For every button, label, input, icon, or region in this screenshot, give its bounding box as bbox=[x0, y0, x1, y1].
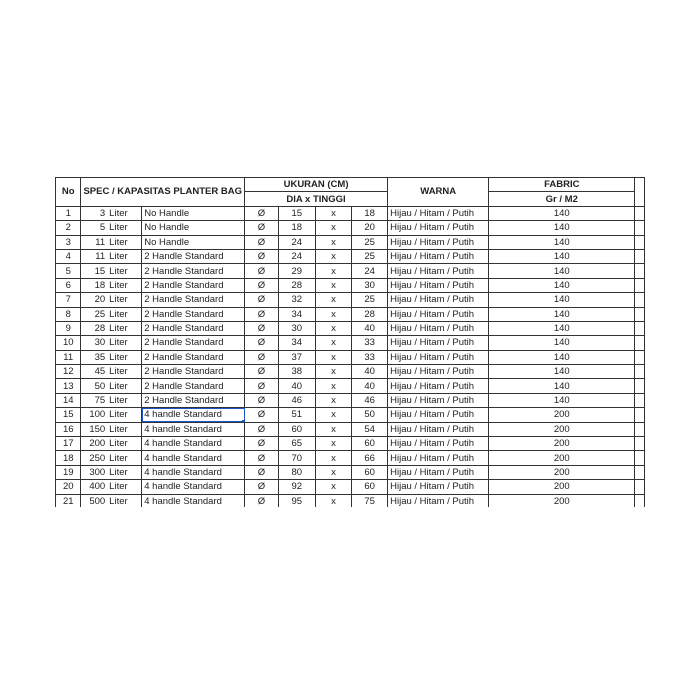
cell-x[interactable]: x bbox=[315, 365, 352, 379]
cell-unit[interactable]: Liter bbox=[107, 379, 142, 393]
cell-dia-sym[interactable]: Ø bbox=[245, 422, 279, 436]
cell-handle[interactable]: 2 Handle Standard bbox=[142, 365, 245, 379]
table-row bbox=[56, 293, 645, 307]
cell-extra[interactable] bbox=[635, 278, 645, 292]
cell-tinggi[interactable]: 40 bbox=[352, 365, 388, 379]
cell-x[interactable]: x bbox=[315, 408, 352, 422]
cell-extra[interactable] bbox=[635, 350, 645, 364]
cell-tinggi[interactable]: 33 bbox=[352, 350, 388, 364]
cell-dia-sym[interactable]: Ø bbox=[245, 465, 279, 479]
table-row bbox=[56, 465, 645, 479]
cell-gsm[interactable]: 200 bbox=[489, 451, 635, 465]
table-row bbox=[56, 235, 645, 249]
table-row bbox=[56, 451, 645, 465]
cell-cap[interactable]: 11 bbox=[81, 249, 107, 263]
cell-no[interactable]: 6 bbox=[56, 278, 81, 292]
cell-gsm[interactable]: 200 bbox=[489, 422, 635, 436]
cell-warna[interactable]: Hijau / Hitam / Putih bbox=[388, 206, 489, 220]
cell-warna[interactable]: Hijau / Hitam / Putih bbox=[388, 278, 489, 292]
cell-gsm[interactable]: 140 bbox=[489, 264, 635, 278]
cell-x[interactable]: x bbox=[315, 321, 352, 335]
cell-dia-sym[interactable]: Ø bbox=[245, 379, 279, 393]
table-row bbox=[56, 278, 645, 292]
cell-dia[interactable]: 28 bbox=[278, 278, 315, 292]
cell-no[interactable]: 14 bbox=[56, 393, 81, 407]
header-warna[interactable]: WARNA bbox=[388, 178, 489, 207]
cell-gsm[interactable]: 140 bbox=[489, 235, 635, 249]
cell-tinggi[interactable]: 28 bbox=[352, 307, 388, 321]
cell-cap[interactable]: 5 bbox=[81, 221, 107, 235]
cell-handle[interactable]: 4 handle Standard bbox=[142, 480, 245, 494]
cell-gsm[interactable]: 140 bbox=[489, 350, 635, 364]
cell-warna[interactable]: Hijau / Hitam / Putih bbox=[388, 437, 489, 451]
cell-dia-sym[interactable]: Ø bbox=[245, 480, 279, 494]
cell-handle[interactable]: 2 Handle Standard bbox=[142, 336, 245, 350]
cell-warna[interactable]: Hijau / Hitam / Putih bbox=[388, 264, 489, 278]
cell-handle[interactable]: 4 handle Standard bbox=[142, 451, 245, 465]
cell-dia[interactable]: 24 bbox=[278, 235, 315, 249]
cell-cap[interactable]: 150 bbox=[81, 422, 107, 436]
table-row bbox=[56, 437, 645, 451]
cell-dia-sym[interactable]: Ø bbox=[245, 408, 279, 422]
cell-tinggi[interactable]: 46 bbox=[352, 393, 388, 407]
cell-cap[interactable]: 75 bbox=[81, 393, 107, 407]
cell-handle[interactable]: No Handle bbox=[142, 206, 245, 220]
cell-dia[interactable]: 38 bbox=[278, 365, 315, 379]
cell-cap[interactable]: 30 bbox=[81, 336, 107, 350]
cell-handle[interactable]: 2 Handle Standard bbox=[142, 264, 245, 278]
cell-handle[interactable]: 4 handle Standard bbox=[142, 465, 245, 479]
cell-extra[interactable] bbox=[635, 336, 645, 350]
cell-dia[interactable]: 46 bbox=[278, 393, 315, 407]
header-gr-m2[interactable]: Gr / M2 bbox=[489, 192, 635, 206]
cell-handle[interactable]: 2 Handle Standard bbox=[142, 321, 245, 335]
cell-dia-sym[interactable]: Ø bbox=[245, 264, 279, 278]
cell-warna[interactable]: Hijau / Hitam / Putih bbox=[388, 249, 489, 263]
table-row bbox=[56, 221, 645, 235]
cell-cap[interactable]: 11 bbox=[81, 235, 107, 249]
cell-dia-sym[interactable]: Ø bbox=[245, 365, 279, 379]
cell-dia-sym[interactable]: Ø bbox=[245, 307, 279, 321]
cell-cap[interactable]: 250 bbox=[81, 451, 107, 465]
cell-handle[interactable]: 4 handle Standard bbox=[142, 437, 245, 451]
cell-gsm[interactable]: 200 bbox=[489, 494, 635, 507]
cell-warna[interactable]: Hijau / Hitam / Putih bbox=[388, 321, 489, 335]
cell-unit[interactable]: Liter bbox=[107, 293, 142, 307]
cell-dia-sym[interactable]: Ø bbox=[245, 437, 279, 451]
cell-tinggi[interactable]: 75 bbox=[352, 494, 388, 507]
header-fabric[interactable]: FABRIC bbox=[489, 178, 635, 192]
cell-tinggi[interactable]: 40 bbox=[352, 321, 388, 335]
cell-gsm[interactable]: 140 bbox=[489, 365, 635, 379]
cell-handle[interactable]: 2 Handle Standard bbox=[142, 307, 245, 321]
cell-unit[interactable]: Liter bbox=[107, 480, 142, 494]
cell-warna[interactable]: Hijau / Hitam / Putih bbox=[388, 494, 489, 507]
cell-dia-sym[interactable]: Ø bbox=[245, 278, 279, 292]
cell-gsm[interactable]: 140 bbox=[489, 393, 635, 407]
cell-extra[interactable] bbox=[635, 221, 645, 235]
cell-gsm[interactable]: 140 bbox=[489, 307, 635, 321]
cell-tinggi[interactable]: 25 bbox=[352, 249, 388, 263]
cell-cap[interactable]: 3 bbox=[81, 206, 107, 220]
cell-unit[interactable]: Liter bbox=[107, 307, 142, 321]
cell-tinggi[interactable]: 25 bbox=[352, 235, 388, 249]
cell-dia-sym[interactable]: Ø bbox=[245, 350, 279, 364]
cell-gsm[interactable]: 200 bbox=[489, 437, 635, 451]
cell-x[interactable]: x bbox=[315, 437, 352, 451]
cell-unit[interactable]: Liter bbox=[107, 235, 142, 249]
cell-x[interactable]: x bbox=[315, 494, 352, 507]
cell-x[interactable]: x bbox=[315, 278, 352, 292]
cell-tinggi[interactable]: 18 bbox=[352, 206, 388, 220]
cell-gsm[interactable]: 140 bbox=[489, 221, 635, 235]
cell-no[interactable]: 11 bbox=[56, 350, 81, 364]
cell-handle[interactable]: 4 handle Standard bbox=[142, 408, 245, 422]
cell-no[interactable]: 19 bbox=[56, 465, 81, 479]
cell-no[interactable]: 12 bbox=[56, 365, 81, 379]
cell-cap[interactable]: 400 bbox=[81, 480, 107, 494]
cell-cap[interactable]: 20 bbox=[81, 293, 107, 307]
cell-x[interactable]: x bbox=[315, 249, 352, 263]
cell-extra[interactable] bbox=[635, 293, 645, 307]
cell-handle[interactable]: 2 Handle Standard bbox=[142, 379, 245, 393]
cell-x[interactable]: x bbox=[315, 336, 352, 350]
cell-unit[interactable]: Liter bbox=[107, 422, 142, 436]
cell-x[interactable]: x bbox=[315, 451, 352, 465]
cell-gsm[interactable]: 140 bbox=[489, 336, 635, 350]
cell-warna[interactable]: Hijau / Hitam / Putih bbox=[388, 350, 489, 364]
cell-gsm[interactable]: 140 bbox=[489, 379, 635, 393]
header-spec[interactable]: SPEC / KAPASITAS PLANTER BAG bbox=[81, 178, 245, 207]
cell-extra[interactable] bbox=[635, 249, 645, 263]
cell-warna[interactable]: Hijau / Hitam / Putih bbox=[388, 379, 489, 393]
cell-x[interactable]: x bbox=[315, 235, 352, 249]
cell-no[interactable]: 21 bbox=[56, 494, 81, 507]
cell-unit[interactable]: Liter bbox=[107, 408, 142, 422]
cell-no[interactable]: 18 bbox=[56, 451, 81, 465]
cell-x[interactable]: x bbox=[315, 350, 352, 364]
cell-dia[interactable]: 18 bbox=[278, 221, 315, 235]
cell-gsm[interactable]: 140 bbox=[489, 249, 635, 263]
cell-warna[interactable]: Hijau / Hitam / Putih bbox=[388, 365, 489, 379]
cell-cap[interactable]: 25 bbox=[81, 307, 107, 321]
cell-cap[interactable]: 28 bbox=[81, 321, 107, 335]
cell-extra[interactable] bbox=[635, 422, 645, 436]
cell-gsm[interactable]: 140 bbox=[489, 206, 635, 220]
cell-unit[interactable]: Liter bbox=[107, 278, 142, 292]
cell-cap[interactable]: 100 bbox=[81, 408, 107, 422]
table-row bbox=[56, 249, 645, 263]
cell-gsm[interactable]: 140 bbox=[489, 278, 635, 292]
table-row bbox=[56, 321, 645, 335]
cell-tinggi[interactable]: 30 bbox=[352, 278, 388, 292]
cell-unit[interactable]: Liter bbox=[107, 264, 142, 278]
cell-no[interactable]: 13 bbox=[56, 379, 81, 393]
cell-x[interactable]: x bbox=[315, 422, 352, 436]
cell-extra[interactable] bbox=[635, 437, 645, 451]
cell-extra[interactable] bbox=[635, 264, 645, 278]
cell-tinggi[interactable]: 60 bbox=[352, 480, 388, 494]
cell-extra[interactable] bbox=[635, 465, 645, 479]
cell-dia[interactable]: 32 bbox=[278, 293, 315, 307]
table-row bbox=[56, 379, 645, 393]
cell-unit[interactable]: Liter bbox=[107, 365, 142, 379]
cell-extra[interactable] bbox=[635, 408, 645, 422]
cell-no[interactable]: 7 bbox=[56, 293, 81, 307]
cell-gsm[interactable]: 200 bbox=[489, 480, 635, 494]
cell-warna[interactable]: Hijau / Hitam / Putih bbox=[388, 422, 489, 436]
cell-unit[interactable]: Liter bbox=[107, 350, 142, 364]
cell-dia-sym[interactable]: Ø bbox=[245, 206, 279, 220]
cell-dia-sym[interactable]: Ø bbox=[245, 249, 279, 263]
table-row bbox=[56, 494, 645, 507]
cell-dia-sym[interactable]: Ø bbox=[245, 235, 279, 249]
table-row bbox=[56, 422, 645, 436]
planter-bag-spec-table bbox=[55, 177, 645, 507]
cell-dia[interactable]: 40 bbox=[278, 379, 315, 393]
table-row bbox=[56, 264, 645, 278]
cell-cap[interactable]: 15 bbox=[81, 264, 107, 278]
cell-extra[interactable] bbox=[635, 321, 645, 335]
cell-dia[interactable]: 65 bbox=[278, 437, 315, 451]
cell-x[interactable]: x bbox=[315, 221, 352, 235]
cell-unit[interactable]: Liter bbox=[107, 249, 142, 263]
cell-x[interactable]: x bbox=[315, 393, 352, 407]
header-no[interactable]: No bbox=[56, 178, 81, 207]
header-ukuran[interactable]: UKURAN (CM) bbox=[245, 178, 388, 192]
cell-warna[interactable]: Hijau / Hitam / Putih bbox=[388, 293, 489, 307]
cell-dia-sym[interactable]: Ø bbox=[245, 393, 279, 407]
cell-tinggi[interactable]: 50 bbox=[352, 408, 388, 422]
cell-cap[interactable]: 50 bbox=[81, 379, 107, 393]
table-row bbox=[56, 408, 645, 422]
cell-no[interactable]: 10 bbox=[56, 336, 81, 350]
cell-x[interactable]: x bbox=[315, 206, 352, 220]
cell-warna[interactable]: Hijau / Hitam / Putih bbox=[388, 235, 489, 249]
cell-warna[interactable]: Hijau / Hitam / Putih bbox=[388, 307, 489, 321]
cell-no[interactable]: 1 bbox=[56, 206, 81, 220]
cell-tinggi[interactable]: 25 bbox=[352, 293, 388, 307]
table-row bbox=[56, 336, 645, 350]
cell-handle[interactable]: No Handle bbox=[142, 235, 245, 249]
cell-handle[interactable]: No Handle bbox=[142, 221, 245, 235]
cell-no[interactable]: 9 bbox=[56, 321, 81, 335]
cell-dia[interactable]: 30 bbox=[278, 321, 315, 335]
cell-tinggi[interactable]: 60 bbox=[352, 437, 388, 451]
cell-extra[interactable] bbox=[635, 365, 645, 379]
cell-handle[interactable]: 2 Handle Standard bbox=[142, 393, 245, 407]
cell-extra[interactable] bbox=[635, 307, 645, 321]
cell-tinggi[interactable]: 20 bbox=[352, 221, 388, 235]
cell-unit[interactable]: Liter bbox=[107, 221, 142, 235]
cell-warna[interactable]: Hijau / Hitam / Putih bbox=[388, 221, 489, 235]
cell-tinggi[interactable]: 40 bbox=[352, 379, 388, 393]
cell-cap[interactable]: 35 bbox=[81, 350, 107, 364]
cell-no[interactable]: 4 bbox=[56, 249, 81, 263]
table-row bbox=[56, 365, 645, 379]
cell-unit[interactable]: Liter bbox=[107, 494, 142, 507]
cell-x[interactable]: x bbox=[315, 307, 352, 321]
cell-unit[interactable]: Liter bbox=[107, 451, 142, 465]
header-extra[interactable] bbox=[635, 178, 645, 207]
cell-warna[interactable]: Hijau / Hitam / Putih bbox=[388, 393, 489, 407]
cell-unit[interactable]: Liter bbox=[107, 437, 142, 451]
cell-handle[interactable]: 2 Handle Standard bbox=[142, 293, 245, 307]
cell-tinggi[interactable]: 33 bbox=[352, 336, 388, 350]
cell-handle[interactable]: 2 Handle Standard bbox=[142, 278, 245, 292]
cell-cap[interactable]: 45 bbox=[81, 365, 107, 379]
cell-extra[interactable] bbox=[635, 393, 645, 407]
cell-dia[interactable]: 80 bbox=[278, 465, 315, 479]
table-row bbox=[56, 480, 645, 494]
table-row bbox=[56, 206, 645, 220]
cell-extra[interactable] bbox=[635, 379, 645, 393]
cell-tinggi[interactable]: 66 bbox=[352, 451, 388, 465]
cell-dia[interactable]: 51 bbox=[278, 408, 315, 422]
cell-extra[interactable] bbox=[635, 480, 645, 494]
cell-extra[interactable] bbox=[635, 235, 645, 249]
cell-x[interactable]: x bbox=[315, 379, 352, 393]
cell-tinggi[interactable]: 24 bbox=[352, 264, 388, 278]
cell-no[interactable]: 8 bbox=[56, 307, 81, 321]
cell-dia-sym[interactable]: Ø bbox=[245, 336, 279, 350]
cell-dia[interactable]: 24 bbox=[278, 249, 315, 263]
cell-dia[interactable]: 92 bbox=[278, 480, 315, 494]
cell-no[interactable]: 17 bbox=[56, 437, 81, 451]
table-row bbox=[56, 393, 645, 407]
cell-unit[interactable]: Liter bbox=[107, 321, 142, 335]
cell-dia[interactable]: 70 bbox=[278, 451, 315, 465]
cell-gsm[interactable]: 200 bbox=[489, 408, 635, 422]
cell-extra[interactable] bbox=[635, 494, 645, 507]
cell-warna[interactable]: Hijau / Hitam / Putih bbox=[388, 336, 489, 350]
cell-dia[interactable]: 34 bbox=[278, 307, 315, 321]
cell-dia[interactable]: 34 bbox=[278, 336, 315, 350]
spreadsheet bbox=[55, 177, 645, 507]
table-row bbox=[56, 350, 645, 364]
cell-x[interactable]: x bbox=[315, 264, 352, 278]
cell-warna[interactable]: Hijau / Hitam / Putih bbox=[388, 480, 489, 494]
cell-dia[interactable]: 37 bbox=[278, 350, 315, 364]
cell-handle[interactable]: 2 Handle Standard bbox=[142, 350, 245, 364]
cell-tinggi[interactable]: 54 bbox=[352, 422, 388, 436]
cell-extra[interactable] bbox=[635, 451, 645, 465]
header-dia-tinggi[interactable]: DIA x TINGGI bbox=[245, 192, 388, 206]
cell-warna[interactable]: Hijau / Hitam / Putih bbox=[388, 465, 489, 479]
cell-x[interactable]: x bbox=[315, 465, 352, 479]
cell-gsm[interactable]: 140 bbox=[489, 293, 635, 307]
cell-unit[interactable]: Liter bbox=[107, 393, 142, 407]
cell-dia[interactable]: 15 bbox=[278, 206, 315, 220]
cell-dia-sym[interactable]: Ø bbox=[245, 494, 279, 507]
cell-dia-sym[interactable]: Ø bbox=[245, 221, 279, 235]
cell-handle[interactable]: 4 handle Standard bbox=[142, 494, 245, 507]
cell-cap[interactable]: 200 bbox=[81, 437, 107, 451]
cell-gsm[interactable]: 140 bbox=[489, 321, 635, 335]
cell-no[interactable]: 16 bbox=[56, 422, 81, 436]
cell-cap[interactable]: 300 bbox=[81, 465, 107, 479]
cell-no[interactable]: 3 bbox=[56, 235, 81, 249]
cell-unit[interactable]: Liter bbox=[107, 336, 142, 350]
cell-cap[interactable]: 18 bbox=[81, 278, 107, 292]
cell-dia[interactable]: 95 bbox=[278, 494, 315, 507]
cell-dia[interactable]: 29 bbox=[278, 264, 315, 278]
cell-cap[interactable]: 500 bbox=[81, 494, 107, 507]
table-row bbox=[56, 307, 645, 321]
cell-dia[interactable]: 60 bbox=[278, 422, 315, 436]
cell-tinggi[interactable]: 60 bbox=[352, 465, 388, 479]
cell-no[interactable]: 20 bbox=[56, 480, 81, 494]
cell-no[interactable]: 15 bbox=[56, 408, 81, 422]
cell-x[interactable]: x bbox=[315, 293, 352, 307]
cell-dia-sym[interactable]: Ø bbox=[245, 451, 279, 465]
cell-extra[interactable] bbox=[635, 206, 645, 220]
cell-x[interactable]: x bbox=[315, 480, 352, 494]
cell-dia-sym[interactable]: Ø bbox=[245, 321, 279, 335]
cell-gsm[interactable]: 200 bbox=[489, 465, 635, 479]
cell-warna[interactable]: Hijau / Hitam / Putih bbox=[388, 451, 489, 465]
cell-unit[interactable]: Liter bbox=[107, 465, 142, 479]
cell-dia-sym[interactable]: Ø bbox=[245, 293, 279, 307]
cell-handle[interactable]: 2 Handle Standard bbox=[142, 249, 245, 263]
cell-handle[interactable]: 4 handle Standard bbox=[142, 422, 245, 436]
cell-unit[interactable]: Liter bbox=[107, 206, 142, 220]
cell-no[interactable]: 5 bbox=[56, 264, 81, 278]
cell-warna[interactable]: Hijau / Hitam / Putih bbox=[388, 408, 489, 422]
cell-no[interactable]: 2 bbox=[56, 221, 81, 235]
